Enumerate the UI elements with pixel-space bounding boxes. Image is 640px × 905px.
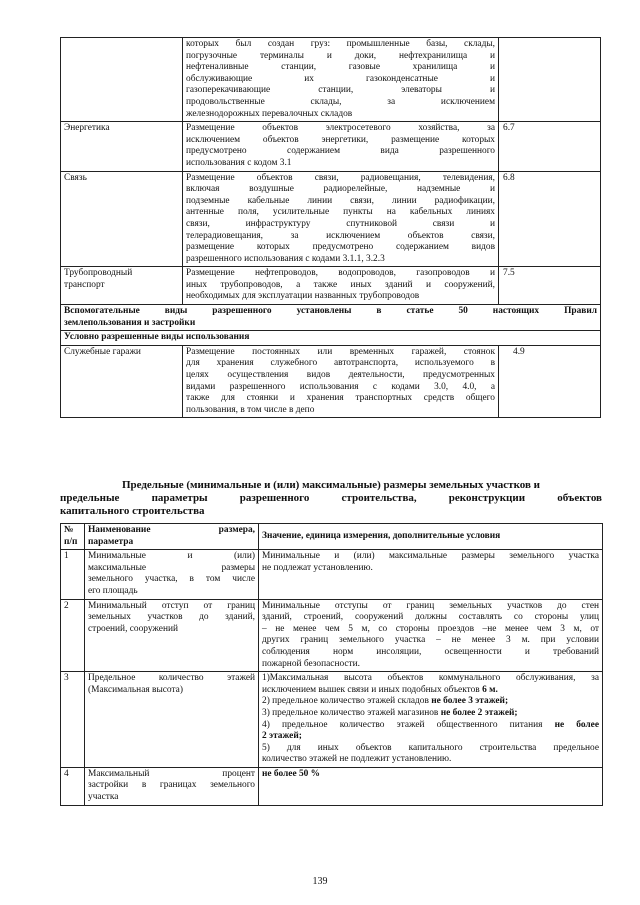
land-use-table <box>60 37 601 418</box>
table-header-row <box>61 524 603 550</box>
param-name: Максимальный процент застройки в границах земельного участка <box>85 767 259 805</box>
use-description: Размещение объектов связи, радиовещания, телевидения, включая воздушные радиорелейные, надземные и подземные кабельные линии связи, линии радиофикации, антенные поля, усилительные пункты на кабельных линиях связи, инфраструктуру спутниковой связи и телерадиовещания, за исключением объектов связи, размещение которых предусмотрено содержанием видов разрешенного использования с кодами 3.1.1, 3.2.3 <box>183 171 499 267</box>
conditional-uses-header: Условно разрешенные виды использования <box>61 331 601 346</box>
use-code: 4.9 <box>499 345 601 418</box>
table-row <box>61 599 603 672</box>
table-row <box>61 171 601 267</box>
use-description: Размещение нефтепроводов, водопроводов, газопроводов и иных трубопроводов, а также иных зданий и сооружений, необходимых для эксплуатации названных трубопроводов <box>183 267 499 305</box>
section-heading: Предельные (минимальные и (или) максимальные) размеры земельных участков и предельные параметры разрешенного строительства, реконструкции объектов капитального строительства <box>60 479 602 517</box>
table-row <box>61 767 603 805</box>
param-value: Минимальные отступы от границ земельных участков до стен зданий, строений, сооружений должны составлять со стороны улиц – не менее чем 5 м, со стороны проездов –не менее чем 3 м, от других границ земельного участка – не менее 3 м. при условии соблюдения норм инсоляции, освещенности и требований пожарной безопасности. <box>259 599 603 672</box>
header-num: № п/п <box>61 524 85 550</box>
parameters-table <box>60 523 603 806</box>
use-description: которых был создан груз: промышленные базы, склады, погрузочные терминалы и доки, нефтехранилища и нефтеналивные станции, газовые хранилища и обслуживающие их газоконденсатные и газоперекачивающие станции, элеваторы и продовольственные склады, за исключением железнодорожных перевалочных складов <box>183 38 499 122</box>
use-code: 7.5 <box>499 267 601 305</box>
use-name: Трубопроводный транспорт <box>61 267 183 305</box>
section-header-row <box>61 305 601 331</box>
table-row <box>61 38 601 122</box>
param-name: Минимальный отступ от границ земельных участков до зданий, строений, сооружений <box>85 599 259 672</box>
header-value: Значение, единица измерения, дополнительные условия <box>259 524 603 550</box>
use-code: 6.8 <box>499 171 601 267</box>
table-row <box>61 550 603 599</box>
section-header-row <box>61 331 601 346</box>
row-num: 3 <box>61 672 85 768</box>
row-num: 4 <box>61 767 85 805</box>
use-code: 6.7 <box>499 122 601 171</box>
param-name: Предельное количество этажей (Максимальная высота) <box>85 672 259 768</box>
use-name: Энергетика <box>61 122 183 171</box>
param-value: 1)Максимальная высота объектов коммунального обслуживания, за исключением вышек связи и иных подобных объектов 6 м. 2) предельное количество этажей складов не более 3 этажей; 3) предельное количество этажей магазинов не более 2 этажей; 4) предельное количество этажей общественного питания не более 2 этажей; 5) для иных объектов капитального строительства предельное количество этажей не подлежит установлению. <box>259 672 603 768</box>
row-num: 2 <box>61 599 85 672</box>
table-row <box>61 345 601 418</box>
use-name: Служебные гаражи <box>61 345 183 418</box>
param-value: не более 50 % <box>259 767 603 805</box>
table-row <box>61 122 601 171</box>
use-name: Связь <box>61 171 183 267</box>
use-description: Размещение постоянных или временных гаражей, стоянок для хранения служебного автотранспорта, используемого в целях осуществления видов деятельности, предусмотренных видами разрешенного использования с кодами 3.0, 4.0, а также для стоянки и хранения транспортных средств общего пользования, в том числе в депо <box>183 345 499 418</box>
table-row <box>61 672 603 768</box>
aux-uses-header: Вспомогательные виды разрешенного установлены в статье 50 настоящих Правил землепользования и застройки <box>61 305 601 331</box>
row-num: 1 <box>61 550 85 599</box>
param-value: Минимальные и (или) максимальные размеры земельного участка не подлежат установлению. <box>259 550 603 599</box>
page-number: 139 <box>312 876 328 887</box>
use-description: Размещение объектов электросетевого хозяйства, за исключением объектов энергетики, размещение которых предусмотрено содержанием вида разрешенного использования с кодом 3.1 <box>183 122 499 171</box>
table-row <box>61 267 601 305</box>
header-name: Наименование размера, параметра <box>85 524 259 550</box>
param-name: Минимальные и (или) максимальные размеры земельного участка, в том числе его площадь <box>85 550 259 599</box>
